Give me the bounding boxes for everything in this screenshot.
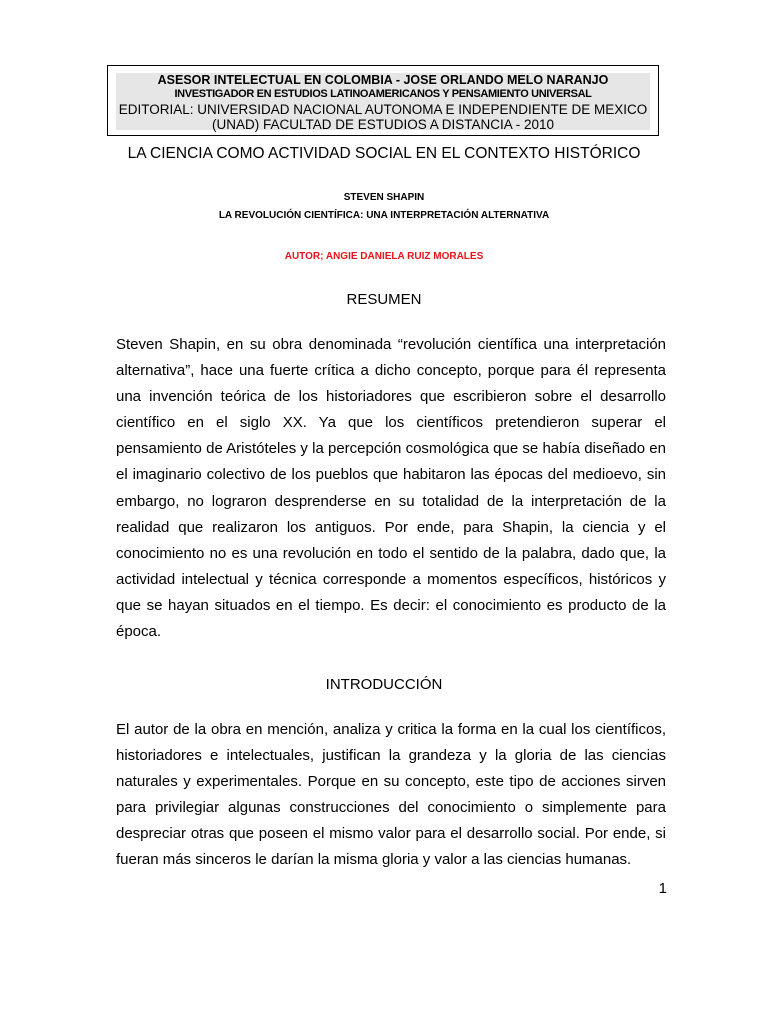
header-line-faculty: (UNAD) FACULTAD DE ESTUDIOS A DISTANCIA - 2010: [211, 117, 555, 132]
summary-heading: RESUMEN: [346, 291, 422, 308]
header-line-editorial: EDITORIAL: UNIVERSIDAD NACIONAL AUTONOMA E INDEPENDIENTE DE MEXICO: [118, 102, 648, 117]
book-title: LA REVOLUCIÓN CIENTÍFICA: UNA INTERPRETACIÓN ALTERNATIVA: [218, 210, 550, 221]
header-line-advisor: ASESOR INTELECTUAL EN COLOMBIA - JOSE ORLANDO MELO NARANJO: [157, 73, 609, 87]
page-number: 1: [658, 880, 667, 897]
document-title: LA CIENCIA COMO ACTIVIDAD SOCIAL EN EL CONTEXTO HISTÓRICO: [127, 145, 641, 162]
header-box: [107, 65, 659, 136]
header-line-researcher: INVESTIGADOR EN ESTUDIOS LATINOAMERICANOS Y PENSAMIENTO UNIVERSAL: [174, 88, 592, 100]
intro-heading: INTRODUCCIÓN: [325, 676, 443, 693]
book-author: STEVEN SHAPIN: [343, 192, 425, 203]
intro-paragraph: El autor de la obra en mención, analiza y critica la forma en la cual los científicos, historiadores e intelectuales, justifican la grandeza y la gloria de las ciencias naturales y experimentales. Porque en su concepto, este tipo de acciones sirven para privilegiar algunas construcciones del conocimiento o simplemente para despreciar otras que poseen el mismo valor para el desarrollo social. Por ende, si fueran más sinceros le darían la misma gloria y valor a las ciencias humanas.: [116, 721, 666, 869]
essay-author: AUTOR; ANGIE DANIELA RUIZ MORALES: [284, 251, 484, 262]
header-panel: [116, 73, 650, 130]
summary-paragraph: Steven Shapin, en su obra denominada “revolución científica una interpretación alternativa”, hace una fuerte crítica a dicho concepto, porque para él representa una invención teórica de los historiadores que escribieron sobre el desarrollo científico en el siglo XX. Ya que los científicos pretendieron superar el pensamiento de Aristóteles y la percepción cosmológica que se había diseñado en el imaginario colectivo de los pueblos que habitaron las épocas del medioevo, sin embargo, no lograron desprenderse en su totalidad de la interpretación de la realidad que realizaron los antiguos. Por ende, para Shapin, la ciencia y el conocimiento no es una revolución en todo el sentido de la palabra, dado que, la actividad intelectual y técnica corresponde a momentos específicos, históricos y que se hayan situados en el tiempo. Es decir: el conocimiento es producto de la época.: [116, 336, 666, 641]
